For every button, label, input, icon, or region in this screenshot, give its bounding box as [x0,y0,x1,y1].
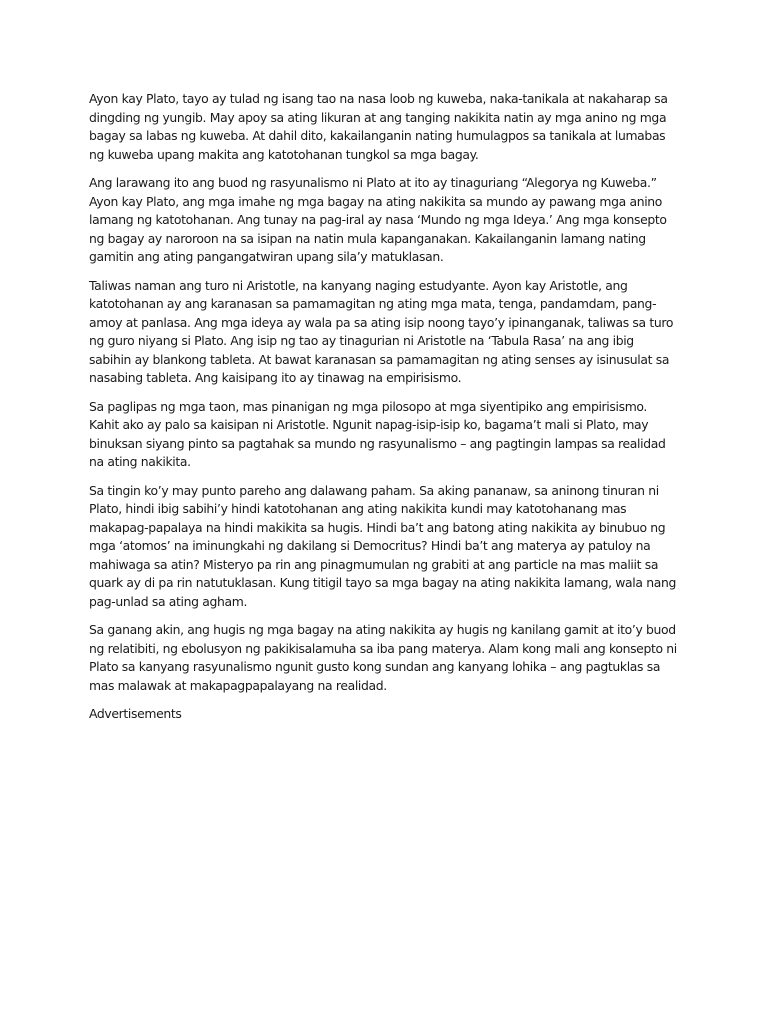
advertisements-label: Advertisements [89,706,182,721]
paragraph-5: Sa tingin ko’y may punto pareho ang dalawang paham. Sa aking pananaw, sa aninong tinuran ni Plato, hindi ibig sabihi’y hindi katotohanan ang ating nakikita kundi may katotohanang mas makapag-papalaya na hindi makikita sa hugis. Hindi ba’t ang batong ating nakikita ay binubuo ng mga ‘atomos’ na iminungkahi ng dakilang si Democritus? Hindi ba’t ang materya ay patuloy na mahiwaga sa atin? Misteryo pa rin ang pinagmumulan ng grabiti at ang particle na mas maliit sa quark ay di pa rin natutuklasan. Kung titigil tayo sa mga bagay na ating nakikita lamang, wala nang pag-unlad sa ating agham. [89,482,676,609]
paragraph-3: Taliwas naman ang turo ni Aristotle, na kanyang naging estudyante. Ayon kay Aristotle, ang katotohanan ay ang karanasan sa pamamagitan ng ating mga mata, tenga, pandamdam, pang-amoy at panlasa. Ang mga ideya ay wala pa sa ating isip noong tayo’y ipinanganak, taliwas sa turo ng guro niyang si Plato. Ang isip ng tao ay tinagurian ni Aristotle na ‘Tabula Rasa’ na ang ibig sabihin ay blankong tableta. At bawat karanasan sa pamamagitan ng ating senses ay isinusulat sa nasabing tableta. Ang kaisipang ito ay tinawag na empirisismo. [89,277,674,385]
paragraph-2: Ang larawang ito ang buod ng rasyunalismo ni Plato at ito ay tinaguriang “Alegorya ng Kuweba.” Ayon kay Plato, ang mga imahe ng mga bagay na ating nakikita sa mundo ay pawang mga anino lamang ng katotohanan. Ang tunay na pag-iral ay nasa ‘Mundo ng mga Ideya.’ Ang mga konsepto ng bagay ay naroroon na sa isipan na natin mula kapanganakan. Kakailanganin lamang nating gamitin ang ating pangangatwiran upang sila’y matuklasan. [89,175,667,264]
article-body [89,90,679,734]
paragraph-6: Sa ganang akin, ang hugis ng mga bagay na ating nakikita ay hugis ng kanilang gamit at ito’y buod ng relatibiti, ng ebolusyon ng pakikisalamuha sa iba pang materya. Alam kong mali ang konsepto ni Plato sa kanyang rasyunalismo ngunit gusto kong sundan ang kanyang lohika – ang pagtuklas sa mas malawak at makapagpapalayang na realidad. [89,622,677,693]
paragraph-4: Sa paglipas ng mga taon, mas pinanigan ng mga pilosopo at mga siyentipiko ang empirisismo. Kahit ako ay palo sa kaisipan ni Aristotle. Ngunit napag-isip-isip ko, bagama’t mali si Plato, may binuksan siyang pinto sa pagtahak sa mundo ng rasyunalismo – ang pagtingin lampas sa realidad na ating nakikita. [89,398,666,469]
paragraph-1: Ayon kay Plato, tayo ay tulad ng isang tao na nasa loob ng kuweba, naka-tanikala at nakaharap sa dingding ng yungib. May apoy sa ating likuran at ang tanging nakikita natin ay mga anino ng mga bagay sa labas ng kuweba. At dahil dito, kakailanganin nating humulagpos sa tanikala at lumabas ng kuweba upang makita ang katotohanan tungkol sa mga bagay. [89,91,668,162]
